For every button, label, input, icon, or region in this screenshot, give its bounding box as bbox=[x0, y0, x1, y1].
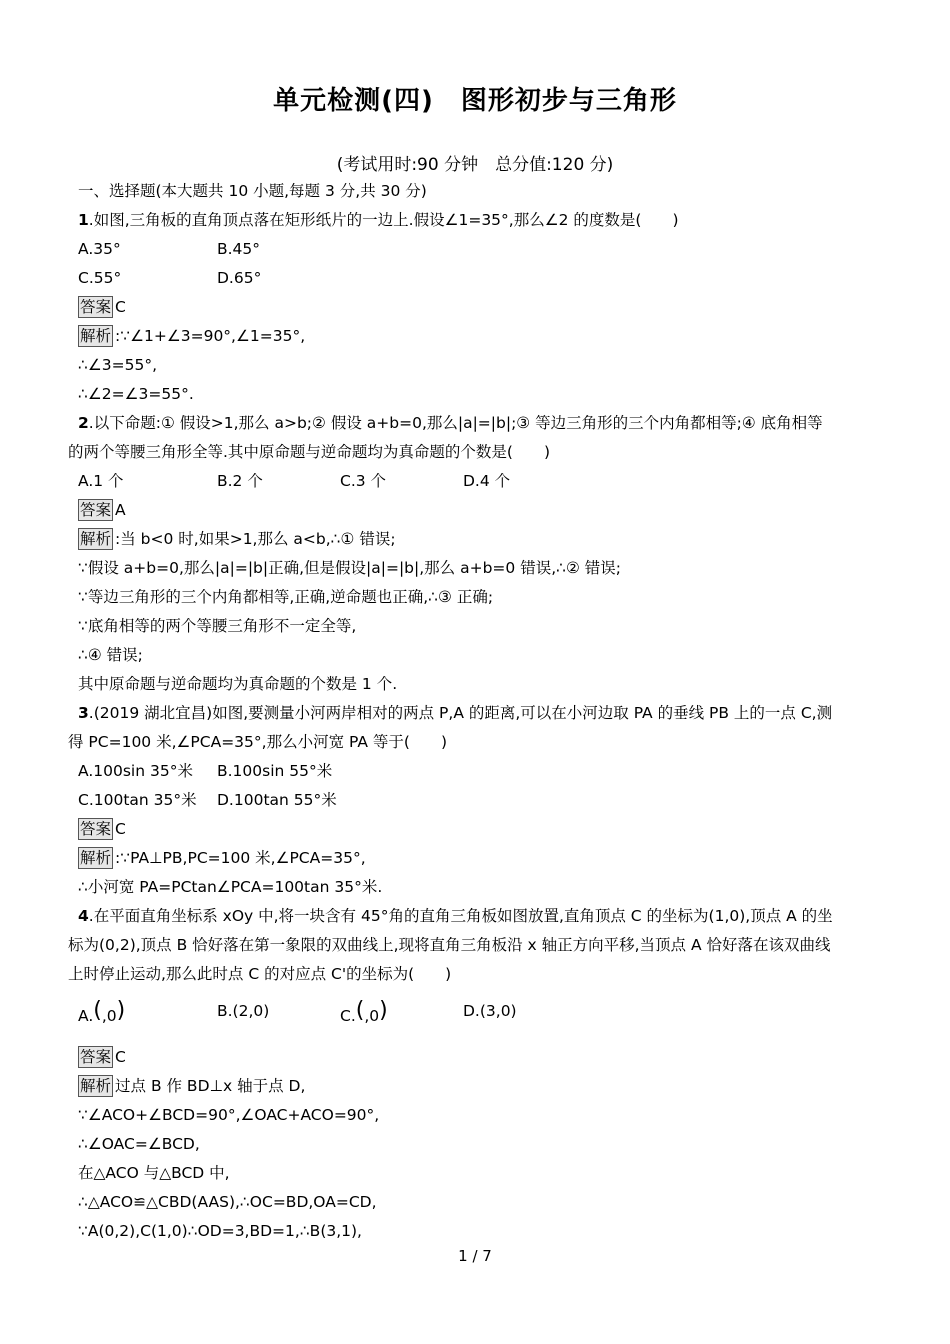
option-d: D.4 个 bbox=[463, 472, 511, 490]
question-2-answer: 答案 A bbox=[80, 501, 126, 519]
question-3-stem-cont: 得 PC=100 米,∠PCA=35°,那么小河宽 PA 等于( ) bbox=[68, 733, 447, 751]
analysis-line: ∴∠3=55°, bbox=[78, 356, 158, 374]
option-b: B.2 个 bbox=[217, 472, 263, 490]
answer-tag: 答案 bbox=[80, 298, 112, 316]
analysis-line: ∴△ACO≌△CBD(AAS),∴OC=BD,OA=CD, bbox=[78, 1193, 377, 1211]
answer-tag: 答案 bbox=[80, 1048, 112, 1066]
analysis-line: ∵∠ACO+∠BCD=90°,∠OAC+ACO=90°, bbox=[78, 1106, 380, 1124]
option-d: D.65° bbox=[217, 269, 262, 287]
option-b: B.45° bbox=[217, 240, 261, 258]
question-number: 3 bbox=[78, 704, 89, 722]
question-1-stem: 1.如图,三角板的直角顶点落在矩形纸片的一边上.假设∠1=35°,那么∠2 的度数是( ) bbox=[78, 211, 679, 229]
option-c: C.55° bbox=[78, 269, 122, 287]
question-number: 2 bbox=[78, 414, 89, 432]
analysis-line: 其中原命题与逆命题均为真命题的个数是 1 个. bbox=[78, 675, 398, 693]
answer-tag: 答案 bbox=[80, 820, 112, 838]
analysis-line: ∴小河宽 PA=PCtan∠PCA=100tan 35°米. bbox=[78, 878, 383, 896]
option-a: A.35° bbox=[78, 240, 121, 258]
question-4-stem-cont: 上时停止运动,那么此时点 C 的对应点 C'的坐标为( ) bbox=[68, 965, 452, 983]
analysis-line: ∵底角相等的两个等腰三角形不一定全等, bbox=[78, 617, 357, 635]
question-3-answer: 答案 C bbox=[80, 820, 126, 838]
analysis-line: ∵假设 a+b=0,那么|a|=|b|正确,但是假设|a|=|b|,那么 a+b=0 错误,∴② 错误; bbox=[78, 559, 622, 577]
analysis-tag: 解析 bbox=[80, 530, 112, 548]
question-number: 4 bbox=[78, 907, 89, 925]
analysis-tag: 解析 bbox=[80, 849, 112, 867]
exam-info: (考试用时:90 分钟 总分值:120 分) bbox=[336, 155, 614, 175]
question-4-stem: 4.在平面直角坐标系 xOy 中,将一块含有 45°角的直角三角板如图放置,直角顶点 C 的坐标为(1,0),顶点 A 的坐 bbox=[78, 907, 833, 925]
answer-tag: 答案 bbox=[80, 501, 112, 519]
option-a: A.(,0) bbox=[78, 998, 126, 1025]
analysis-line: ∴④ 错误; bbox=[78, 646, 143, 664]
question-2-stem: 2.以下命题:① 假设>1,那么 a>b;② 假设 a+b=0,那么|a|=|b|;③ 等边三角形的三个内角都相等;④ 底角相等 bbox=[78, 414, 823, 432]
question-4-analysis: 解析 过点 B 作 BD⊥x 轴于点 D, bbox=[80, 1077, 306, 1095]
fraction-placeholder: ( bbox=[355, 998, 365, 1023]
question-4-answer: 答案 C bbox=[80, 1048, 126, 1066]
analysis-tag: 解析 bbox=[80, 327, 112, 345]
option-b: B.(2,0) bbox=[217, 1002, 270, 1020]
page-number: 1 / 7 bbox=[458, 1247, 492, 1265]
section-heading: 一、选择题(本大题共 10 小题,每题 3 分,共 30 分) bbox=[78, 182, 427, 200]
option-d: D.(3,0) bbox=[463, 1002, 517, 1020]
question-2-analysis: 解析 :当 b<0 时,如果>1,那么 a<b,∴① 错误; bbox=[80, 530, 396, 548]
analysis-line: ∴∠2=∠3=55°. bbox=[78, 385, 194, 403]
option-d: D.100tan 55°米 bbox=[217, 791, 337, 809]
option-c: C.3 个 bbox=[340, 472, 387, 490]
question-4-stem-cont: 标为(0,2),顶点 B 恰好落在第一象限的双曲线上,现将直角三角板沿 x 轴正方向平移,当顶点 A 恰好落在该双曲线 bbox=[68, 936, 831, 954]
question-number: 1 bbox=[78, 211, 89, 229]
option-a: A.100sin 35°米 bbox=[78, 762, 193, 780]
analysis-tag: 解析 bbox=[80, 1077, 112, 1095]
option-a: A.1 个 bbox=[78, 472, 124, 490]
option-c: C.100tan 35°米 bbox=[78, 791, 197, 809]
analysis-line: ∵等边三角形的三个内角都相等,正确,逆命题也正确,∴③ 正确; bbox=[78, 588, 494, 606]
option-b: B.100sin 55°米 bbox=[217, 762, 333, 780]
analysis-line: ∴∠OAC=∠BCD, bbox=[78, 1135, 200, 1153]
question-1-answer: 答案 C bbox=[80, 298, 126, 316]
fraction-placeholder: ( bbox=[93, 998, 102, 1023]
page-title: 单元检测(四) 图形初步与三角形 bbox=[273, 86, 677, 116]
analysis-line: 在△ACO 与△BCD 中, bbox=[78, 1164, 230, 1182]
question-3-analysis: 解析 :∵PA⊥PB,PC=100 米,∠PCA=35°, bbox=[80, 849, 366, 867]
question-1-analysis: 解析 :∵∠1+∠3=90°,∠1=35°, bbox=[80, 327, 306, 345]
analysis-line: ∵A(0,2),C(1,0)∴OD=3,BD=1,∴B(3,1), bbox=[78, 1222, 362, 1240]
question-2-stem-cont: 的两个等腰三角形全等.其中原命题与逆命题均为真命题的个数是( ) bbox=[68, 443, 551, 461]
question-3-stem: 3.(2019 湖北宜昌)如图,要测量小河两岸相对的两点 P,A 的距离,可以在小河边取 PA 的垂线 PB 上的一点 C,测 bbox=[78, 704, 833, 722]
option-c: C.(,0) bbox=[340, 998, 388, 1025]
